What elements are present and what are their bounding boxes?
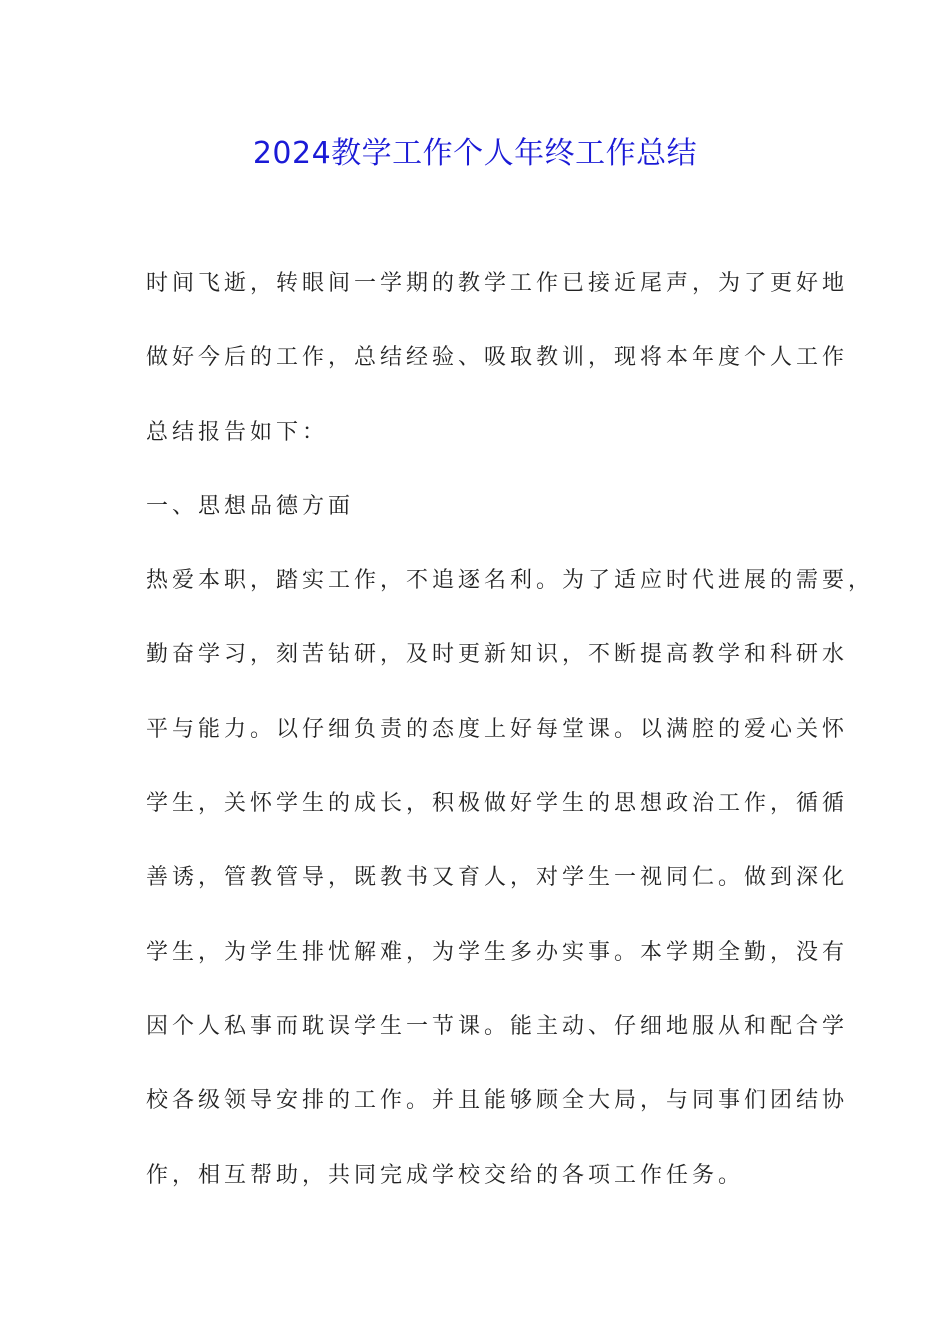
body-line: 校各级领导安排的工作。并且能够顾全大局，与同事们团结协 <box>146 1088 849 1114</box>
body-line: 善诱，管教管导，既教书又育人，对学生一视同仁。做到深化 <box>146 865 849 891</box>
body-line: 时间飞逝，转眼间一学期的教学工作已接近尾声，为了更好地 <box>146 271 849 296</box>
body-line: 勤奋学习，刻苦钻研，及时更新知识，不断提高教学和科研水 <box>146 642 849 668</box>
body-line: 热爱本职，踏实工作，不追逐名利。为了适应时代进展的需要， <box>146 568 875 594</box>
body-line: 做好今后的工作，总结经验、吸取教训，现将本年度个人工作 <box>146 345 849 371</box>
body-line: 学生，关怀学生的成长，积极做好学生的思想政治工作，循循 <box>146 791 849 817</box>
document-body <box>146 262 875 1228</box>
body-line: 平与能力。以仔细负责的态度上好每堂课。以满腔的爱心关怀 <box>146 716 849 742</box>
body-line: 因个人私事而耽误学生一节课。能主动、仔细地服从和配合学 <box>146 1013 849 1039</box>
body-line: 作，相互帮助，共同完成学校交给的各项工作任务。 <box>146 1162 745 1188</box>
body-line: 学生，为学生排忧解难，为学生多办实事。本学期全勤，没有 <box>146 939 849 965</box>
section-heading: 一、思想品德方面 <box>146 493 355 519</box>
document-title: 2024教学工作个人年终工作总结 <box>252 136 698 171</box>
body-line: 总结报告如下： <box>146 419 329 445</box>
